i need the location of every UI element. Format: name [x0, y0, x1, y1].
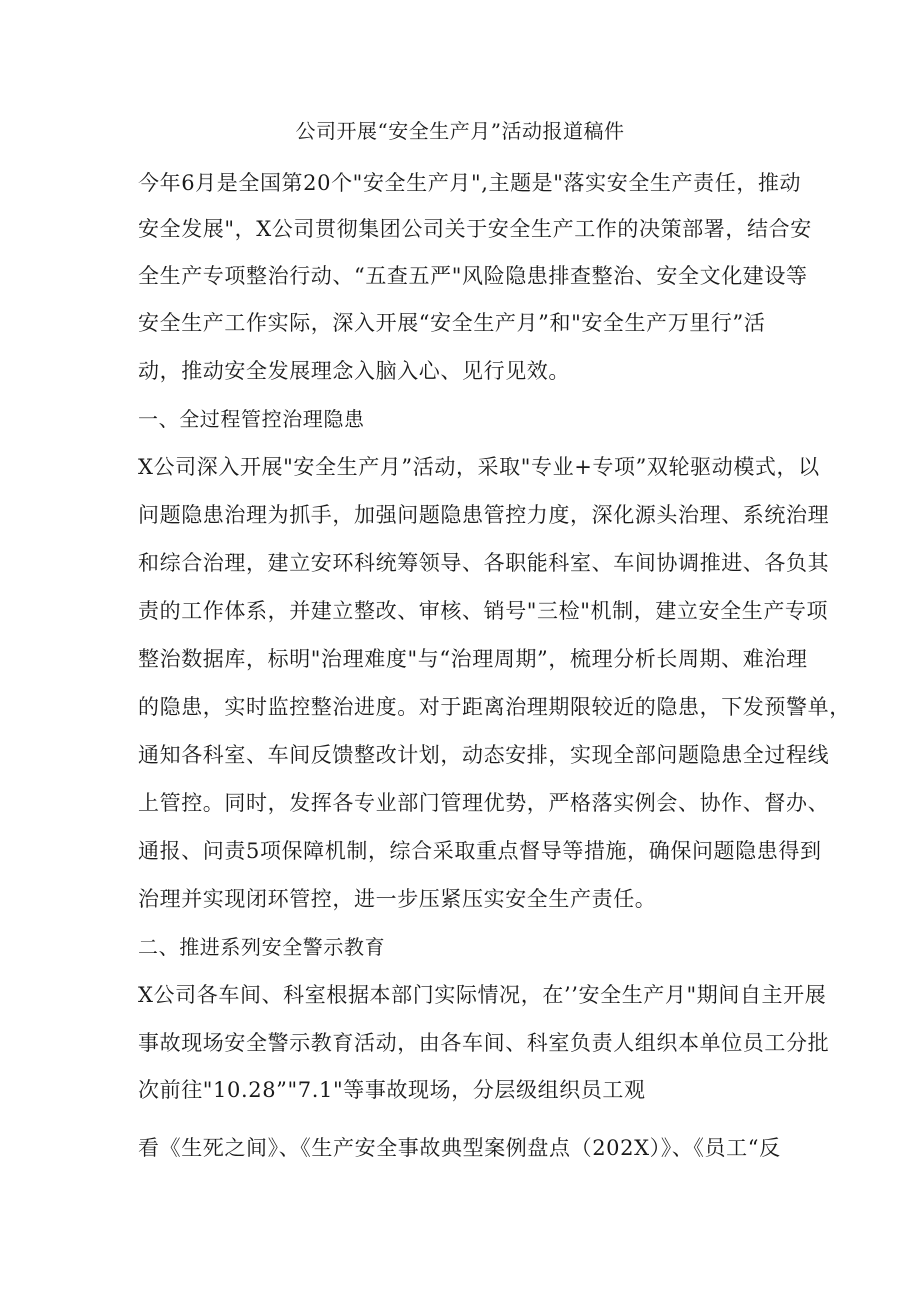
- section-heading-2: 二、推进系列安全警示教育: [138, 935, 386, 959]
- paragraph-2-line-5: 整治数据库，标明"治理难度"与“治理周期”，梳理分析长周期、难治理: [138, 647, 808, 671]
- paragraph-2-line-8: 上管控。同时，发挥各专业部门管理优势，严格落实例会、协作、督办、: [138, 791, 830, 815]
- paragraph-1-line-5: 动，推动安全发展理念入脑入心、见行见效。: [138, 359, 570, 383]
- paragraph-2-line-3: 和综合治理，建立安环科统筹领导、各职能科室、车间协调推进、各负其: [138, 551, 830, 575]
- paragraph-1-line-1: 今年6月是全国第20个"安全生产月",主题是"落实安全生产责任，推动: [138, 171, 802, 195]
- paragraph-2-line-9: 通报、问责5项保障机制，综合采取重点督导等措施，确保问题隐患得到: [138, 839, 822, 863]
- paragraph-1-line-4: 安全生产工作实际，深入开展“安全生产月”和"安全生产万里行”活: [138, 311, 766, 335]
- paragraph-2-line-7: 通知各科室、车间反馈整改计划，动态安排，实现全部问题隐患全过程线: [138, 743, 830, 767]
- paragraph-2-line-10: 治理并实现闭环管控，进一步压紧压实安全生产责任。: [138, 887, 657, 911]
- paragraph-2-line-1: X公司深入开展"安全生产月”活动，采取"专业+专项”双轮驱动模式，以: [138, 455, 820, 479]
- paragraph-2-line-2: 问题隐患治理为抓手，加强问题隐患管控力度，深化源头治理、系统治理: [138, 503, 830, 527]
- paragraph-2-line-4: 责的工作体系，并建立整改、审核、销号"三检"机制，建立安全生产专项: [138, 599, 829, 623]
- section-heading-1: 一、全过程管控治理隐患: [138, 407, 365, 431]
- paragraph-3-line-3: 次前往"10.28”"7.1"等事故现场，分层级组织员工观: [138, 1078, 646, 1102]
- paragraph-2-line-6: 的隐患，实时监控整治进度。对于距离治理期限较近的隐患，下发预警单，: [138, 695, 851, 719]
- paragraph-3-line-1: X公司各车间、科室根据本部门实际情况，在’’安全生产月"期间自主开展: [138, 983, 827, 1007]
- paragraph-1-line-2: 安全发展"，X公司贯彻集团公司关于安全生产工作的决策部署，结合安: [138, 217, 812, 241]
- document-title: 公司开展“安全生产月”活动报道稿件: [295, 119, 625, 143]
- paragraph-3-line-4: 看《生死之间》、《生产安全事故典型案例盘点（202X）》、《员工“反: [138, 1136, 781, 1160]
- paragraph-1-line-3: 全生产专项整治行动、“五查五严"风险隐患排查整治、安全文化建设等: [138, 264, 808, 288]
- paragraph-3-line-2: 事故现场安全警示教育活动，由各车间、科室负责人组织本单位员工分批: [138, 1031, 830, 1055]
